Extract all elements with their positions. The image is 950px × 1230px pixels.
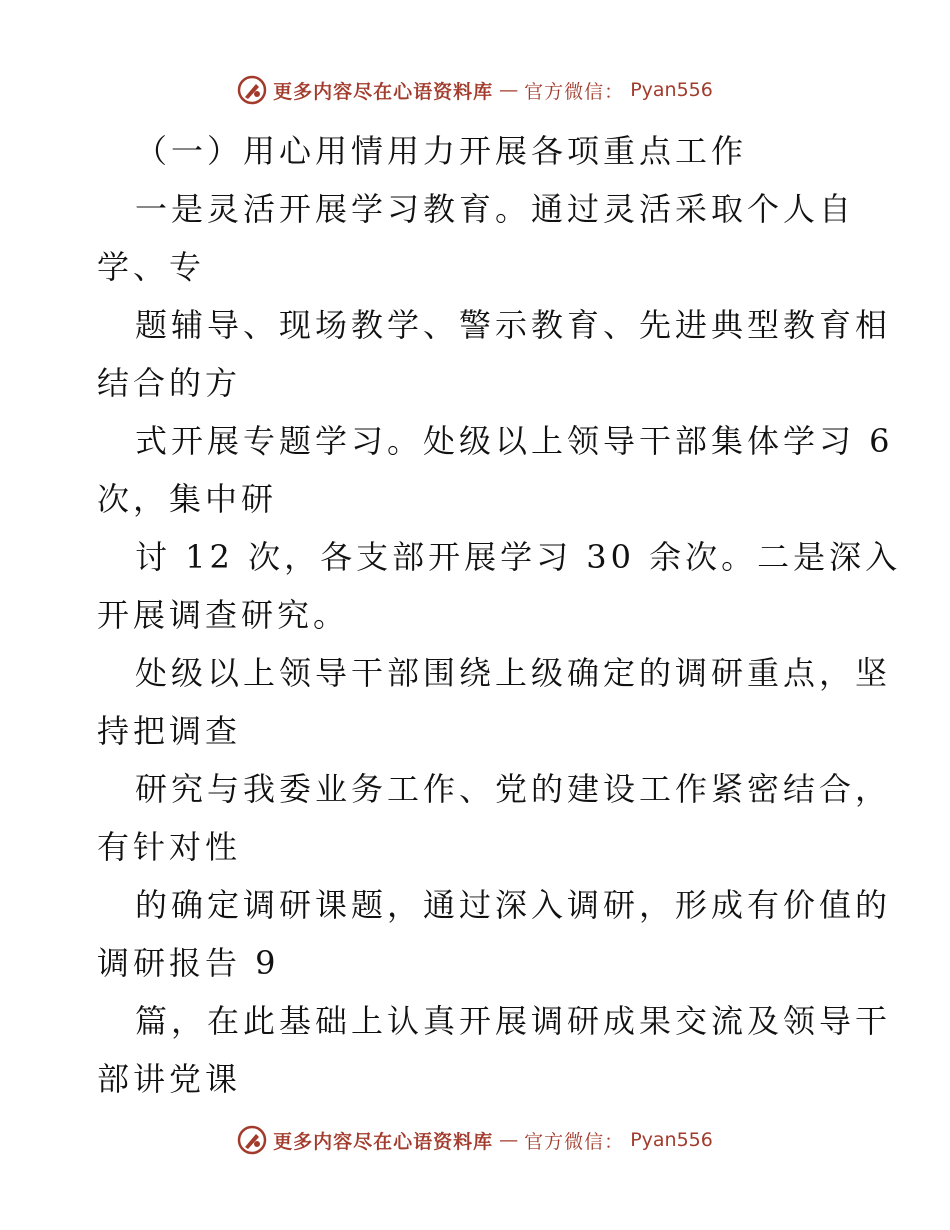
text-line: 处级以上领导干部围绕上级确定的调研重点，坚 xyxy=(135,654,892,692)
text-line: 的确定调研课题，通过深入调研，形成有价值的 xyxy=(135,886,892,924)
text-line: 次，集中研 xyxy=(97,480,278,518)
banner-wechat-label: 官方微信： xyxy=(524,80,625,103)
text-line: 开展调查研究。 xyxy=(97,596,350,634)
document-body xyxy=(97,122,902,1108)
banner-wechat-id: Pyan556 xyxy=(630,79,713,101)
text-line: 学、专 xyxy=(97,248,206,286)
text-line: 一是灵活开展学习教育。通过灵活采取个人自 xyxy=(135,190,856,228)
pen-logo-icon xyxy=(237,75,267,105)
banner-text: 更多内容尽在心语资料库 xyxy=(273,80,494,103)
text-line: 部讲党课 xyxy=(97,1060,242,1098)
text-line: 篇，在此基础上认真开展调研成果交流及领导干 xyxy=(135,1002,892,1040)
text-line: 题辅导、现场教学、警示教育、先进典型教育相 xyxy=(135,306,892,344)
footer-watermark-banner xyxy=(0,1124,950,1156)
section-heading: （一）用心用情用力开展各项重点工作 xyxy=(135,132,748,170)
banner-dash: — xyxy=(499,79,519,101)
pen-logo-icon xyxy=(237,1125,267,1155)
text-line: 调研报告 9 xyxy=(97,944,280,982)
banner-wechat-id: Pyan556 xyxy=(630,1129,713,1151)
text-line: 研究与我委业务工作、党的建设工作紧密结合， xyxy=(135,770,892,808)
header-watermark-banner xyxy=(0,74,950,106)
text-line: 持把调查 xyxy=(97,712,242,750)
text-line: 有针对性 xyxy=(97,828,242,866)
text-line: 结合的方 xyxy=(97,364,242,402)
text-line: 讨 12 次，各支部开展学习 30 余次。二是深入 xyxy=(135,538,902,576)
banner-wechat-label: 官方微信： xyxy=(524,1130,625,1153)
banner-text: 更多内容尽在心语资料库 xyxy=(273,1130,494,1153)
text-line: 式开展专题学习。处级以上领导干部集体学习 6 xyxy=(135,422,894,460)
banner-dash: — xyxy=(499,1129,519,1151)
